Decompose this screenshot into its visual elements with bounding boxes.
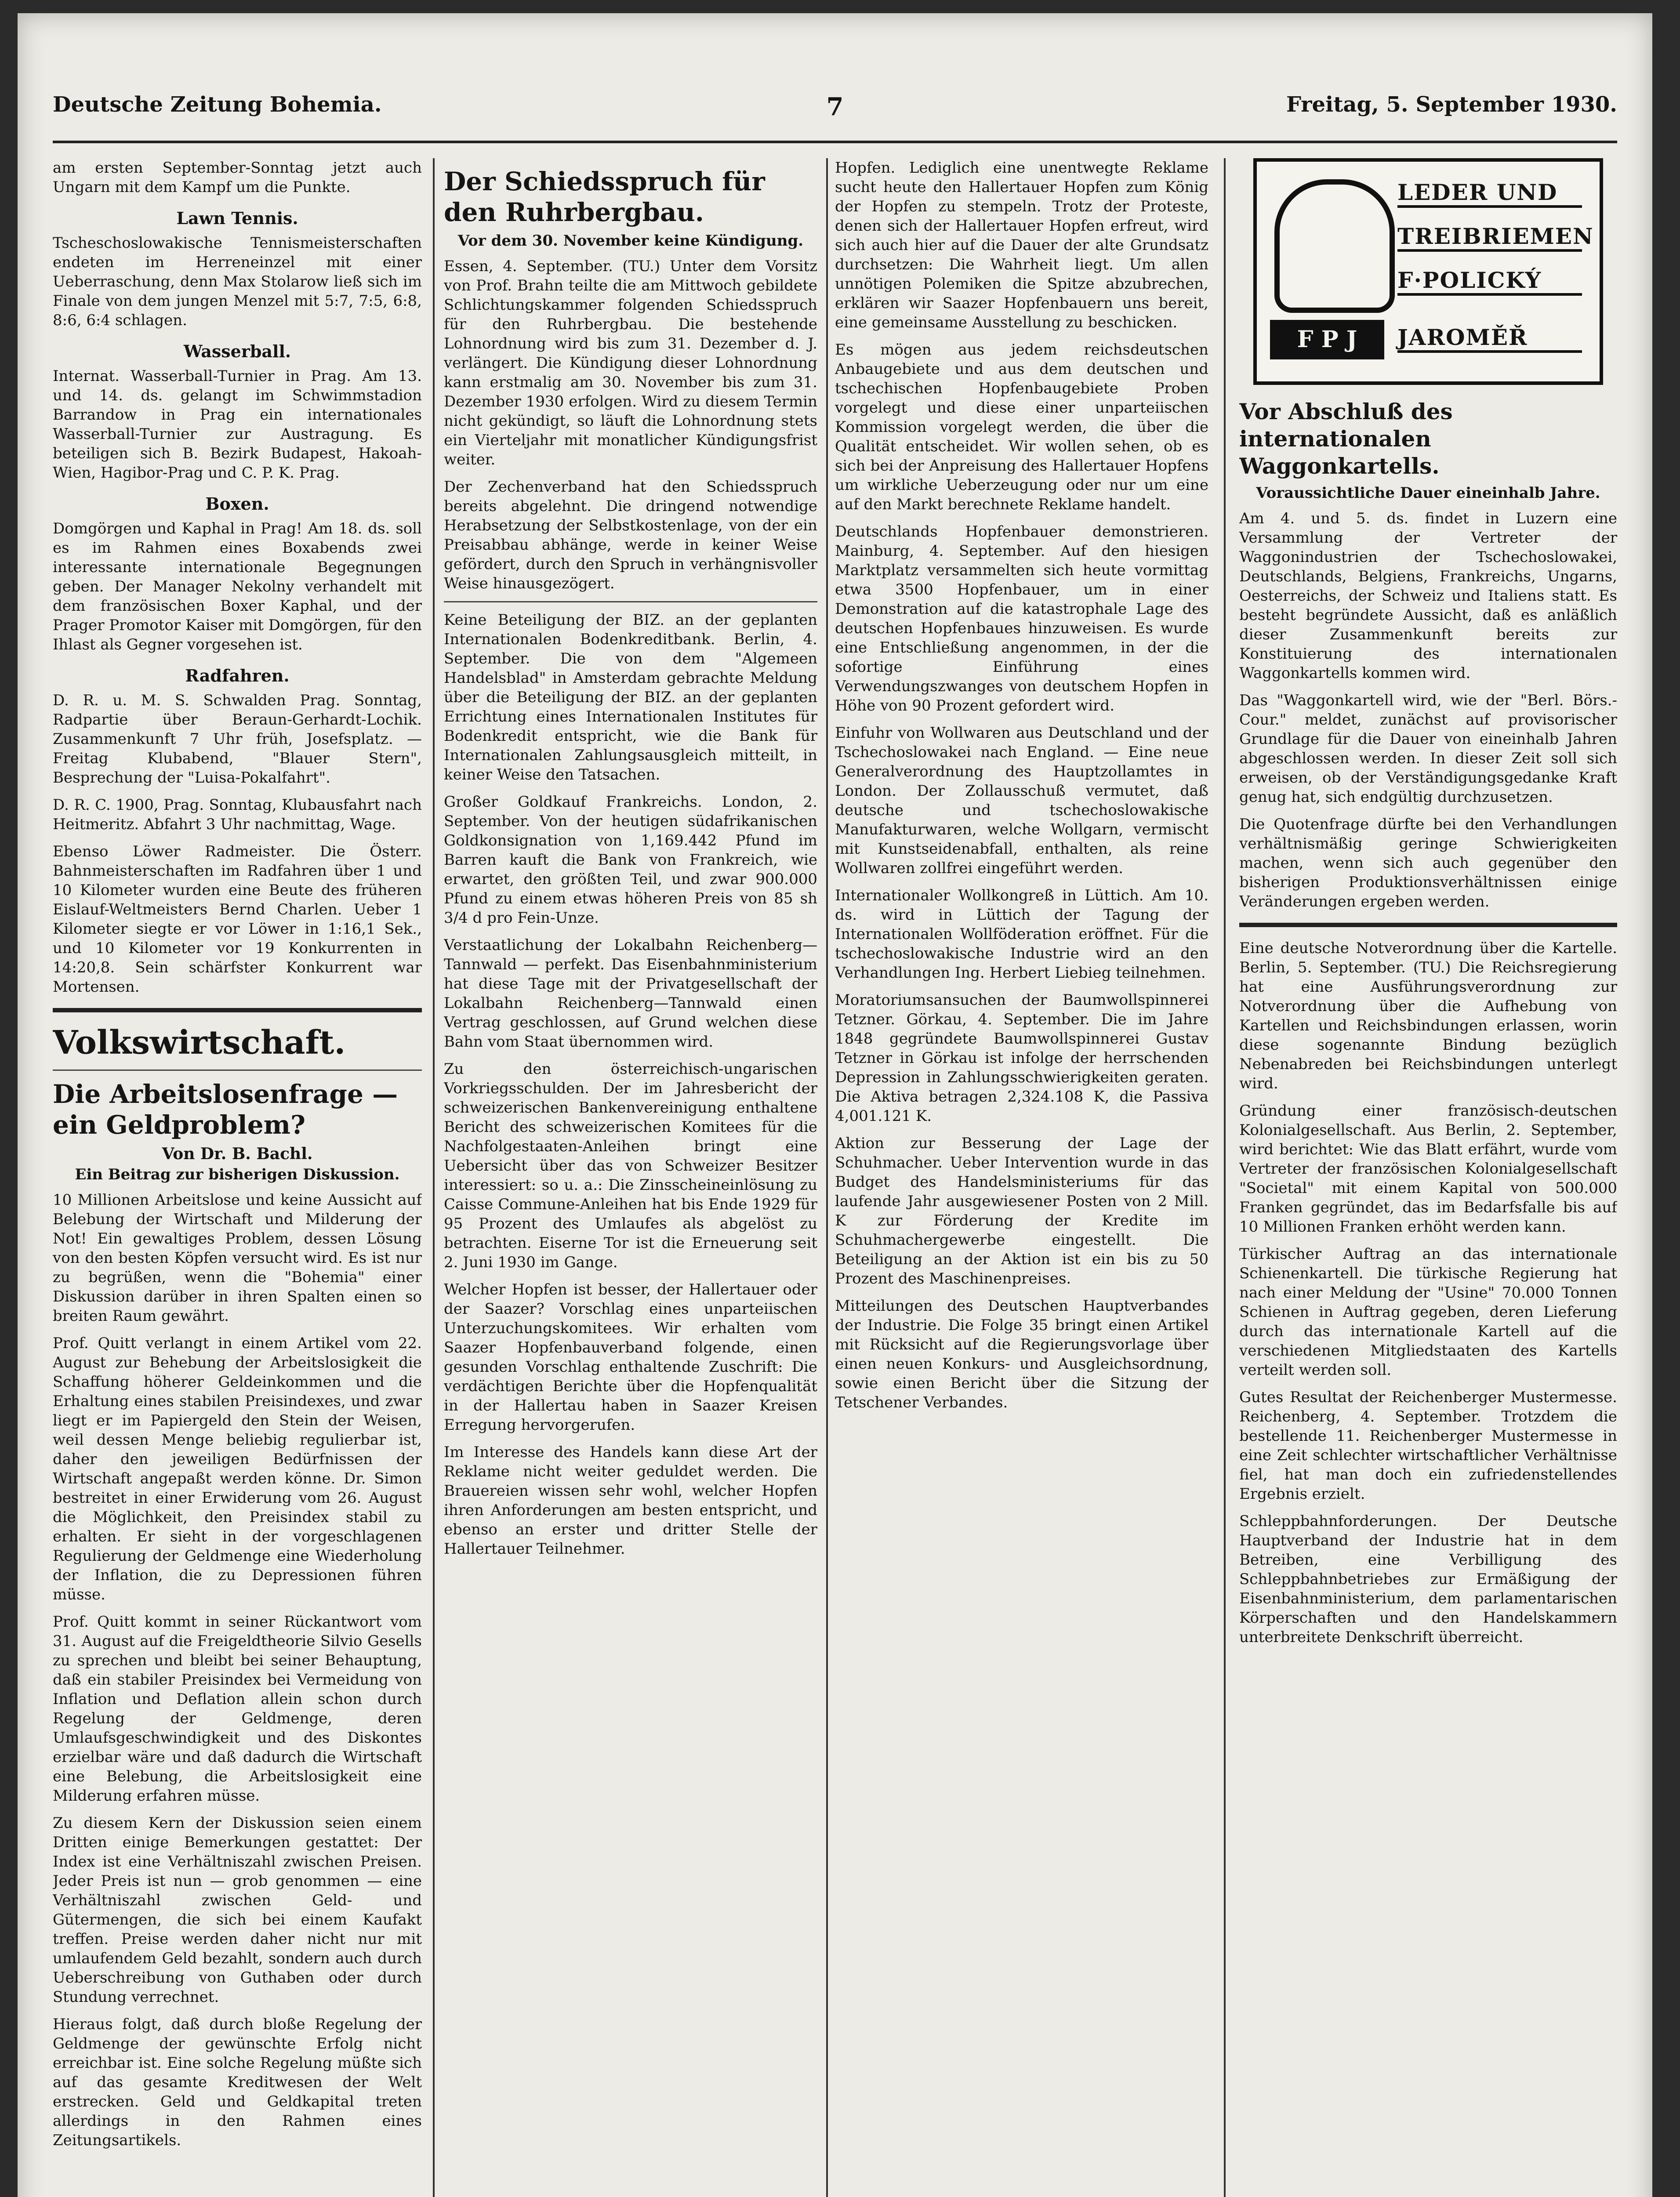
paragraph: Zu den österreichisch-ungarischen Vorkriegsschulden. Der im Jahresbericht der schweizerischen Bankenvereinigung enthaltene Bericht des schweizerischen Komitees für die Nachfolgestaaten-Anleihen bringt eine Uebersicht über das von Schweizer Besitzer interessiert: so u. a.: Die Zinsscheineinlösung zu Caisse Commune-Anleihen hat bis Ende 1929 für 95 Prozent des Umlaufes als abgelöst zu betrachten. Eiserne Tor ist die Erneuerung seit 2. Juni 1930 im Gange.	[444, 1060, 817, 1271]
section-rule	[53, 1008, 422, 1012]
paragraph: Hopfen. Lediglich eine unentwegte Reklame sucht heute den Hallertauer Hopfen zum König der Hopfen zu stempeln. Trotz der Proteste, denen sich der Hallertauer Hopfen erfreut, wird sich auch hier auf die Dauer der alte Grundsatz durchsetzen: Die Wahrheit liegt. Um allen unnötigen Polemiken die Spitze abzubrechen, erklären wir Saazer Hopfenbauern uns bereit, eine gemeinsame Ausstellung zu beschicken.	[835, 159, 1208, 331]
newspaper-page	[18, 13, 1652, 2197]
paragraph: Gutes Resultat der Reichenberger Mustermesse. Reichenberg, 4. September. Trotzdem die bestellende 11. Reichenberger Mustermesse in eine Zeit schlechter wirtschaftlicher Verhältnisse fiel, hat man doch ein zufriedenstellendes Ergebnis erzielt.	[1239, 1389, 1617, 1503]
belt-logo-icon	[1274, 179, 1395, 313]
paragraph: Türkischer Auftrag an das internationale Schienenkartell. Die türkische Regierung hat nach einer Meldung der "Usine" 70.000 Tonnen Schienen in Auftrag gegeben, deren Lieferung durch das internationale Kartell auf die verschiedenen Mitgliedstaaten des Kartells verteilt werden soll.	[1239, 1245, 1617, 1379]
byline: Von Dr. B. Bachl.	[162, 1145, 313, 1163]
subtitle: Ein Beitrag zur bisherigen Diskussion.	[75, 1166, 400, 1183]
paragraph: Schleppbahnforderungen. Der Deutsche Hauptverband der Industrie hat in dem Betreiben, eine Verbilligung des Schleppbahnbetriebes zur Ermäßigung der Eisenbahnministerium, dem parlamentarischen Körperschaften und den Handelskammern unterbreitete Denkschrift überreicht.	[1239, 1512, 1617, 1646]
rule	[53, 1069, 422, 1071]
column-divider	[826, 158, 828, 2197]
paragraph: Es mögen aus jedem reichsdeutschen Anbaugebiete und aus dem deutschen und tschechischen Hopfenbaugebiete Proben vorgelegt und diese einer unparteiischen Kommission vorgelegt werden, die über die Qualität entscheidet. Wir wollen sehen, ob es sich bei der Anpreisung des Hallertauer Hopfens um wirkliche Ueberzeugung oder nur um eine auf den Markt berechnete Reklame handelt.	[835, 341, 1208, 513]
section-title: Volkswirtschaft.	[53, 1024, 346, 1062]
paragraph: Prof. Quitt verlangt in einem Artikel vom 22. August zur Behebung der Arbeitslosigkeit die Schaffung höherer Geldeinkommen und die Erhaltung eines stabilen Preisindexes, und zwar liegt er im Papiergeld den Stein der Weisen, weil dessen Menge beliebig regulierbar ist, daher den jeweiligen Bedürfnissen der Wirtschaft angepaßt werden könne. Dr. Simon bestreitet in einer Erwiderung vom 26. August die Möglichkeit, den Preisindex stabil zu erhalten. Er sieht in der vorgeschlagenen Regulierung der Geldmenge eine Wiederholung der Inflation, die zu Depressionen führen müsse.	[53, 1334, 422, 1603]
paragraph: D. R. u. M. S. Schwalden Prag. Sonntag, Radpartie über Beraun-Gerhardt-Lochik. Zusammenkunft 7 Uhr früh, Josefsplatz. — Freitag Klubabend, "Blauer Stern", Besprechung der "Luisa-Pokalfahrt".	[53, 692, 422, 787]
section-heading: Wasserball.	[183, 341, 291, 361]
ad-line: F·POLICKÝ	[1397, 267, 1582, 296]
paragraph: am ersten September-Sonntag jetzt auch Ungarn mit dem Kampf um die Punkte.	[53, 159, 422, 196]
paragraph: Moratoriumsansuchen der Baumwollspinnerei Tetzner. Görkau, 4. September. Die im Jahre 1848 gegründete Baumwollspinnerei Gustav Tetzner in Görkau ist infolge der herrschenden Depression in Zahlungsschwierigkeiten geraten. Die Aktiva betragen 2,324.108 K, die Passiva 4,001.121 K.	[835, 991, 1208, 1125]
article-title: Vor Abschluß des internationalen Waggonkartells.	[1239, 399, 1453, 479]
paragraph: D. R. C. 1900, Prag. Sonntag, Klubausfahrt nach Heitmeritz. Abfahrt 3 Uhr nachmittag, Wage.	[53, 796, 422, 833]
article-title: Die Arbeitslosenfrage — ein Geldproblem?	[53, 1079, 398, 1140]
subtitle: Vor dem 30. November keine Kündigung.	[457, 232, 804, 250]
paragraph: Hieraus folgt, daß durch bloße Regelung der Geldmenge der gewünschte Erfolg nicht erreichbar ist. Eine solche Regelung müßte sich auf das gesamte Kreditwesen der Welt erstrecken. Geld und Geldkapital treten allerdings in den Rahmen eines Zeitungsartikels.	[53, 2016, 422, 2149]
paragraph: Das "Waggonkartell wird, wie der "Berl. Börs.-Cour." meldet, zunächst auf provisorischer Grundlage für die Dauer von eineinhalb Jahren abgeschlossen werden. In dieser Zeit soll sich erweisen, ob der Verständigungsgedanke Kraft genug hat, sich endgültig durchzusetzen.	[1239, 692, 1617, 806]
paragraph: Mitteilungen des Deutschen Hauptverbandes der Industrie. Die Folge 35 bringt einen Artikel mit Rücksicht auf die Regierungsvorlage über einen neuen Konkurs- und Ausgleichsordnung, sowie einen Bericht über die Sitzung der Tetschener Verbandes.	[835, 1297, 1208, 1411]
paragraph: Prof. Quitt kommt in seiner Rückantwort vom 31. August auf die Freigeldtheorie Silvio Gesells zu sprechen und bleibt bei seiner Behauptung, daß ein stabiler Preisindex bei Vermeidung von Inflation und Deflation allein schon durch Regelung der Geldmenge, deren Umlaufsgeschwindigkeit und des Diskontes erzielbar wäre und daß dadurch die Wirtschaft eine Belebung, die Arbeitslosigkeit eine Milderung erfahren müsse.	[53, 1613, 422, 1805]
ad-monogram: F P J	[1270, 320, 1384, 359]
column-2	[444, 158, 817, 2197]
section-heading: Boxen.	[205, 494, 269, 514]
paragraph: Keine Beteiligung der BIZ. an der geplanten Internationalen Bodenkreditbank. Berlin, 4. September. Die von dem "Algemeen Handelsblad" in Amsterdam gebrachte Meldung über die Beteiligung der BIZ. an der geplanten Errichtung eines Internationalen Institutes für Bodenkredit entspricht, wie die Bank für Internationalen Zahlungsausgleich mitteilt, in keiner Weise den Tatsachen.	[444, 611, 817, 783]
paragraph: Internationaler Wollkongreß in Lüttich. Am 10. ds. wird in Lüttich der Tagung der Internationalen Wollföderation eröffnet. Für die tschechoslowakische Industrie wird an den Verhandlungen Ing. Herbert Liebieg teilnehmen.	[835, 887, 1208, 982]
paragraph: Domgörgen und Kaphal in Prag! Am 18. ds. soll es im Rahmen eines Boxabends zwei interessante internationale Begegnungen geben. Der Manager Nekolny verhandelt mit dem französischen Boxer Kaphal, und der Prager Promotor Kaiser mit Domgörgen, für den Ihlast als Gegner vorgesehen ist.	[53, 520, 422, 653]
masthead: Deutsche Zeitung Bohemia.	[53, 92, 382, 117]
paragraph: Die Quotenfrage dürfte bei den Verhandlungen verhältnismäßig geringe Schwierigkeiten machen, wenn sich auch gegenüber den bisherigen Produktionsverhältnissen einige Veränderungen ergeben werden.	[1239, 816, 1617, 910]
column-4	[1239, 158, 1617, 2197]
paragraph: Großer Goldkauf Frankreichs. London, 2. September. Von der heutigen südafrikanischen Goldkonsignation von 1,169.442 Pfund im Barren kauft die Bank von Frankreich, wie erwartet, den größten Teil, und zwar 900.000 Pfund zu einem etwas höheren Preis von 85 sh 3/4 d pro Fein-Unze.	[444, 793, 817, 927]
paragraph: Ebenso Löwer Radmeister. Die Österr. Bahnmeisterschaften im Radfahren über 1 und 10 Kilometer wurden eine Beute des früheren Eislauf-Weltmeisters Bernd Charlen. Ueber 1 Kilometer siegte er vor Löwer in 1:16,1 Sek., und 10 Kilometer vor 19 Konkurrenten in 14:20,8. Sein schärfster Konkurrent war Mortensen.	[53, 843, 422, 996]
paragraph: Tscheschoslowakische Tennismeisterschaften endeten im Herreneinzel mit einer Ueberraschung, denn Max Stolarow ließ sich im Finale von dem jungen Menzel mit 5:7, 7:5, 6:8, 8:6, 6:4 schlagen.	[53, 234, 422, 329]
paragraph: Im Interesse des Handels kann diese Art der Reklame nicht weiter geduldet werden. Die Brauereien wissen sehr wohl, welcher Hopfen ihren Anforderungen am besten entspricht, und ebenso an erster und dritter Stelle der Hallertauer Teilnehmer.	[444, 1443, 817, 1558]
section-heading: Lawn Tennis.	[176, 208, 298, 228]
column-divider	[433, 158, 435, 2197]
column-1	[53, 158, 422, 2197]
paragraph: Einfuhr von Wollwaren aus Deutschland und der Tschechoslowakei nach England. — Eine neue Generalverordnung des Hauptzollamtes in London. Der Zollausschuß vermutet, daß deutsche und tschechoslowakische Manufakturwaren, welche Wollgarn, vermischt mit Kunstseidenabfall, enthalten, als reine Wollwaren zollfrei eingeführt werden.	[835, 724, 1208, 877]
rule	[444, 601, 817, 602]
section-rule	[1239, 923, 1617, 927]
paragraph: Zu diesem Kern der Diskussion seien einem Dritten einige Bemerkungen gestattet: Der Index ist eine Verhältniszahl zwischen Preisen. Jeder Preis ist nun — grob genommen — eine Verhältniszahl zwischen Geld- und Gütermengen, die sich bei einem Kaufakt treffen. Preise werden daher nicht nur mit umlaufendem Geld bezahlt, sondern auch durch Ueberschreibung von Guthaben oder durch Stundung verrechnet.	[53, 1814, 422, 2006]
paragraph: Internat. Wasserball-Turnier in Prag. Am 13. und 14. ds. gelangt im Schwimmstadion Barrandow in Prag ein internationales Wasserball-Turnier zur Austragung. Es beteiligen sich B. Bezirk Budapest, Hakoah-Wien, Hagibor-Prag und C. P. K. Prag.	[53, 367, 422, 482]
issue-date: Freitag, 5. September 1930.	[1286, 92, 1617, 117]
paragraph: Welcher Hopfen ist besser, der Hallertauer oder der Saazer? Vorschlag eines unparteiischen Unterzuchungskomitees. Wir erhalten vom Saazer Hopfenbauverband folgende, einen gesunden Vorschlag enthaltende Zuschrift: Die verdächtigen Berichte über die Hopfenqualität in der Hallertau haben in Saazer Kreisen Erregung hervorgerufen.	[444, 1281, 817, 1434]
paragraph: Gründung einer französisch-deutschen Kolonialgesellschaft. Aus Berlin, 2. September, wird berichtet: Wie das Blatt erfährt, wurde vom Vertreter der französischen Kolonialgesellschaft "Societal" mit einem Kapital von 500.000 Franken gegründet, das im Bedarfsfalle bis auf 10 Millionen Franken erhöht werden kann.	[1239, 1102, 1617, 1236]
column-3	[835, 158, 1208, 2197]
paragraph: Aktion zur Besserung der Lage der Schuhmacher. Ueber Intervention wurde in das Budget des Handelsministeriums für das laufende Jahr ausgewiesener Posten von 2 Mill. K zur Förderung der Kredite im Schuhmachergewerbe eingestellt. Die Beteiligung an der Aktion ist ein bis zu 50 Prozent des Maschinenpreises.	[835, 1135, 1208, 1287]
paragraph: 10 Millionen Arbeitslose und keine Aussicht auf Belebung der Wirtschaft und Milderung der Not! Ein gewaltiges Problem, dessen Lösung von den besten Köpfen versucht wird. Es ist nur zu begrüßen, wenn die "Bohemia" einer Diskussion darüber in ihren Spalten einen so breiten Raum gewährt.	[53, 1191, 422, 1325]
advertisement	[1253, 158, 1603, 385]
paragraph: Verstaatlichung der Lokalbahn Reichenberg—Tannwald — perfekt. Das Eisenbahnministerium hat diese Tage mit der Privatgesellschaft der Lokalbahn Reichenberg—Tannwald einen Vertrag geschlossen, auf Grund welchen diese Bahn vom Staat übernommen wird.	[444, 936, 817, 1051]
article-title: Der Schiedsspruch für den Ruhrbergbau.	[444, 167, 765, 227]
ad-line: LEDER UND	[1397, 179, 1582, 208]
ad-line: TREIBRIEMEN	[1397, 223, 1582, 252]
paragraph: Essen, 4. September. (TU.) Unter dem Vorsitz von Prof. Brahn teilte die am Mittwoch gebildete Schlichtungskammer folgenden Schiedsspruch für den Ruhrbergbau. Die bestehende Lohnordnung wird bis zum 31. Dezember d. J. verlängert. Die Kündigung dieser Lohnordnung kann erstmalig am 30. November bis zum 31. Dezember 1930 erfolgen. Wird zu diesem Termin nicht gekündigt, so läuft die Lohnordnung stets ein Vierteljahr mit monatlicher Kündigungsfrist weiter.	[444, 257, 817, 468]
paragraph: Eine deutsche Notverordnung über die Kartelle. Berlin, 5. September. (TU.) Die Reichsregierung hat eine Ausführungsverordnung zur Notverordnung über die Aufhebung von Kartellen und Reichsbindungen erlassen, worin diese sogenannte Bindung bezüglich Nebenabreden bei Reichsbindungen unterlegt wird.	[1239, 939, 1617, 1092]
column-divider	[1224, 158, 1226, 2197]
paragraph: Der Zechenverband hat den Schiedsspruch bereits abgelehnt. Die dringend notwendige Herabsetzung der Selbstkostenlage, von der ein Preisabbau abhänge, werde in keiner Weise gefördert, durch den Spruch in verhängnisvoller Weise hinausgezögert.	[444, 478, 817, 592]
paragraph: Am 4. und 5. ds. findet in Luzern eine Versammlung der Vertreter der Waggonindustrien der Tschechoslowakei, Deutschlands, Belgiens, Frankreichs, Ungarns, Oesterreichs, der Schweiz und Italiens statt. Es besteht begründete Aussicht, daß es anläßlich dieser Zusammenkunft bereits zur Konstituierung des internationalen Waggonkartells kommen wird.	[1239, 510, 1617, 682]
subtitle: Voraussichtliche Dauer eineinhalb Jahre.	[1256, 484, 1600, 502]
ad-line: JAROMĚŘ	[1397, 324, 1582, 353]
page-number: 7	[826, 92, 844, 121]
paragraph: Deutschlands Hopfenbauer demonstrieren. Mainburg, 4. September. Auf den hiesigen Marktplatz versammelten sich heute vormittag etwa 3500 Hopfenbauer, um in einer Demonstration auf die katastrophale Lage des deutschen Hopfenbaues hinzuweisen. Es wurde eine Entschließung angenommen, in der die sofortige Einführung eines Verwendungszwanges von deutschem Hopfen in Höhe von 90 Prozent gefordert wird.	[835, 523, 1208, 714]
header-rule	[53, 141, 1617, 143]
section-heading: Radfahren.	[185, 666, 290, 685]
